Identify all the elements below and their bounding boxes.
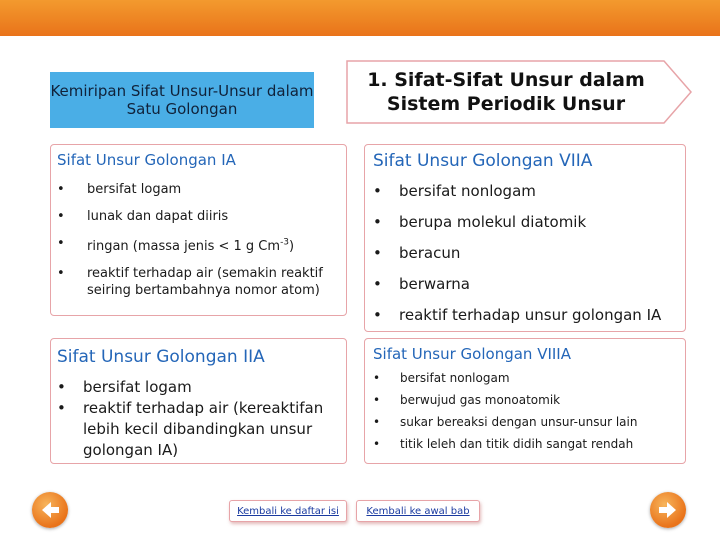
list-item-text-main: ringan (massa jenis < 1 g Cm bbox=[87, 239, 281, 255]
back-to-toc-link[interactable] bbox=[229, 500, 347, 522]
next-button[interactable] bbox=[650, 492, 686, 528]
panel-title-iia: Sifat Unsur Golongan IIA bbox=[57, 347, 265, 367]
list-item bbox=[373, 371, 683, 386]
bullet-icon: • bbox=[373, 415, 381, 429]
prev-button[interactable] bbox=[32, 492, 68, 528]
list-item bbox=[373, 437, 683, 452]
panel-title-viia: Sifat Unsur Golongan VIIA bbox=[373, 151, 593, 171]
list-item-text: reaktif terhadap air (semakin reaktif seiring bertambahnya nomor atom) bbox=[87, 266, 323, 299]
page-title: 1. Sifat-Sifat Unsur dalam Sistem Periodik Unsur bbox=[367, 69, 645, 115]
back-to-chapter-label: Kembali ke awal bab bbox=[366, 505, 470, 517]
list-viiia bbox=[373, 371, 683, 452]
list-item-text: reaktif terhadap air (kereaktifan lebih kecil dibandingkan unsur golongan IA) bbox=[83, 399, 324, 459]
list-item bbox=[57, 235, 341, 255]
bullet-icon: • bbox=[57, 182, 65, 197]
bullet-icon: • bbox=[373, 244, 382, 262]
bullet-icon: • bbox=[373, 437, 381, 451]
page-title-banner bbox=[346, 60, 692, 124]
bullet-icon: • bbox=[57, 378, 66, 396]
list-item-text: titik leleh dan titik didih sangat rendah bbox=[400, 437, 634, 451]
list-item bbox=[57, 398, 327, 461]
list-item bbox=[373, 212, 683, 232]
panel-group-ia bbox=[50, 144, 347, 316]
bullet-icon: • bbox=[373, 393, 381, 407]
list-item bbox=[57, 265, 341, 299]
bullet-icon: • bbox=[57, 399, 66, 417]
list-item-text: bersifat logam bbox=[87, 182, 182, 197]
list-item bbox=[57, 377, 327, 398]
bullet-icon: • bbox=[373, 182, 382, 200]
list-item-text: sukar bereaksi dengan unsur-unsur lain bbox=[400, 415, 638, 429]
list-item bbox=[57, 181, 341, 198]
list-item bbox=[373, 243, 683, 263]
bullet-icon: • bbox=[373, 275, 382, 293]
panel-group-viia bbox=[364, 144, 686, 332]
list-item-text: bersifat nonlogam bbox=[399, 182, 536, 200]
list-ia bbox=[57, 181, 341, 299]
bullet-icon: • bbox=[57, 266, 65, 282]
back-to-toc-label: Kembali ke daftar isi bbox=[237, 505, 339, 517]
list-item-text: bersifat logam bbox=[83, 378, 192, 396]
arrow-left-icon bbox=[32, 492, 68, 528]
list-item bbox=[373, 181, 683, 201]
list-iia bbox=[57, 377, 327, 461]
list-item-text: berwujud gas monoatomik bbox=[400, 393, 561, 407]
list-item-text: berwarna bbox=[399, 275, 470, 293]
list-viia bbox=[373, 181, 683, 325]
bullet-icon: • bbox=[57, 209, 65, 224]
panel-group-viiia bbox=[364, 338, 686, 464]
list-item-text: reaktif terhadap unsur golongan IA bbox=[399, 306, 662, 324]
bullet-icon: • bbox=[373, 213, 382, 231]
bullet-icon: • bbox=[373, 306, 382, 324]
list-item-text bbox=[87, 239, 294, 254]
list-item-text: beracun bbox=[399, 244, 461, 262]
section-subtitle-text: Kemiripan Sifat Unsur-Unsur dalam Satu Golongan bbox=[50, 82, 314, 118]
superscript: -3 bbox=[280, 238, 290, 248]
panel-group-iia bbox=[50, 338, 347, 464]
arrow-right-icon bbox=[650, 492, 686, 528]
list-item bbox=[57, 208, 341, 225]
bullet-icon: • bbox=[57, 236, 65, 251]
list-item-text: lunak dan dapat diiris bbox=[87, 209, 229, 224]
section-subtitle bbox=[50, 72, 314, 128]
top-banner bbox=[0, 0, 720, 36]
panel-title-viiia: Sifat Unsur Golongan VIIIA bbox=[373, 345, 571, 363]
list-item bbox=[373, 274, 683, 294]
list-item bbox=[373, 305, 683, 325]
panel-title-ia: Sifat Unsur Golongan IA bbox=[57, 151, 236, 169]
list-item-text: berupa molekul diatomik bbox=[399, 213, 587, 231]
list-item-text: bersifat nonlogam bbox=[400, 371, 510, 385]
back-to-chapter-link[interactable] bbox=[356, 500, 480, 522]
list-item bbox=[373, 415, 683, 430]
list-item-text-end: ) bbox=[289, 239, 295, 255]
bullet-icon: • bbox=[373, 371, 381, 385]
list-item bbox=[373, 393, 683, 408]
